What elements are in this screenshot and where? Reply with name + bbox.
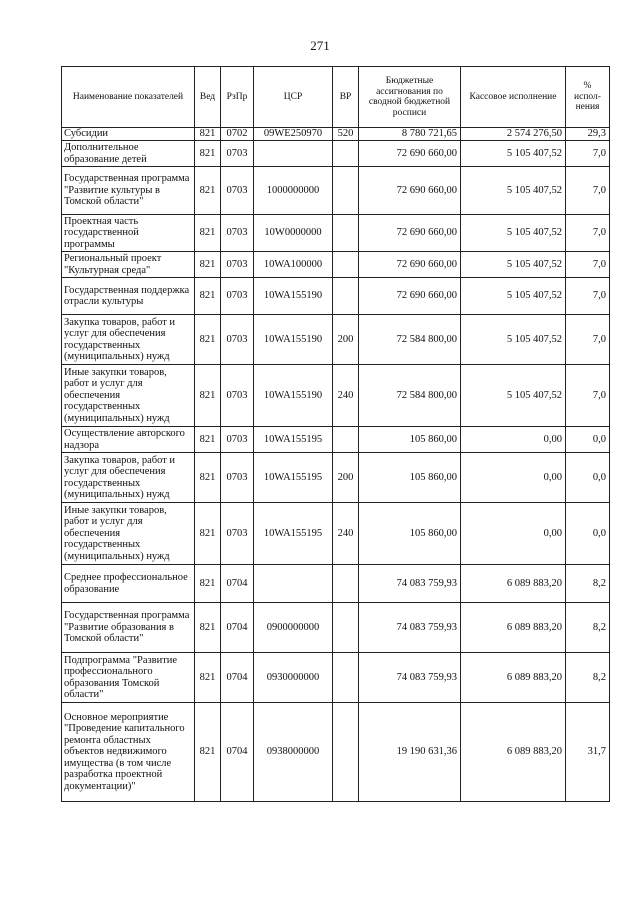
row-budget: 105 860,00: [359, 503, 461, 565]
row-rzpr: 0703: [221, 252, 254, 278]
table-row: [62, 278, 610, 315]
row-csr: 0938000000: [254, 703, 333, 802]
header-vr: ВР: [333, 67, 359, 128]
row-vr: 240: [333, 503, 359, 565]
row-budget: 74 083 759,93: [359, 653, 461, 703]
row-cash: 6 089 883,20: [461, 703, 566, 802]
row-name: Закупка товаров, работ и услуг для обеспечения государственных (муниципальных) нужд: [62, 315, 195, 365]
row-name: Среднее профессиональное образование: [62, 565, 195, 603]
row-budget: 72 690 660,00: [359, 252, 461, 278]
row-name: Подпрограмма "Развитие профессионального образования Томской области": [62, 653, 195, 703]
row-vr: 200: [333, 315, 359, 365]
row-csr: 0900000000: [254, 603, 333, 653]
row-csr: 10WA100000: [254, 252, 333, 278]
row-percent: 0,0: [566, 453, 610, 503]
budget-execution-table: [61, 66, 610, 802]
row-ved: 821: [195, 453, 221, 503]
row-csr: 09WE250970: [254, 128, 333, 141]
row-csr: [254, 565, 333, 603]
row-percent: 8,2: [566, 603, 610, 653]
row-name: Основное мероприятие "Проведение капитального ремонта областных объектов недвижимого имущества (в том числе разработка проектной документации)": [62, 703, 195, 802]
row-rzpr: 0703: [221, 365, 254, 427]
row-cash: 6 089 883,20: [461, 565, 566, 603]
row-cash: 2 574 276,50: [461, 128, 566, 141]
row-percent: 7,0: [566, 365, 610, 427]
row-cash: 6 089 883,20: [461, 653, 566, 703]
row-percent: 7,0: [566, 252, 610, 278]
row-vr: 200: [333, 453, 359, 503]
row-rzpr: 0703: [221, 215, 254, 252]
row-ved: 821: [195, 128, 221, 141]
row-ved: 821: [195, 141, 221, 167]
row-cash: 5 105 407,52: [461, 315, 566, 365]
row-budget: 74 083 759,93: [359, 603, 461, 653]
row-rzpr: 0704: [221, 703, 254, 802]
table-row: [62, 653, 610, 703]
row-budget: 72 584 800,00: [359, 315, 461, 365]
page-number: 271: [310, 38, 330, 53]
row-name: Государственная программа "Развитие культуры в Томской области": [62, 167, 195, 215]
row-name: Государственная поддержка отрасли культуры: [62, 278, 195, 315]
row-vr: [333, 167, 359, 215]
row-percent: 0,0: [566, 427, 610, 453]
row-percent: 29,3: [566, 128, 610, 141]
row-name: Проектная часть государственной программы: [62, 215, 195, 252]
row-budget: 74 083 759,93: [359, 565, 461, 603]
row-budget: 72 690 660,00: [359, 278, 461, 315]
table-row: [62, 427, 610, 453]
row-csr: 10WA155195: [254, 503, 333, 565]
table-row: [62, 315, 610, 365]
header-csr: ЦСР: [254, 67, 333, 128]
row-ved: 821: [195, 315, 221, 365]
table-row: [62, 167, 610, 215]
row-name: Иные закупки товаров, работ и услуг для обеспечения государственных (муниципальных) нужд: [62, 365, 195, 427]
table-row: [62, 603, 610, 653]
header-budget: Бюджетные ассигнования по сводной бюджетной росписи: [359, 67, 461, 128]
row-budget: 72 690 660,00: [359, 215, 461, 252]
row-csr: 10W0000000: [254, 215, 333, 252]
row-name: Осуществление авторского надзора: [62, 427, 195, 453]
row-csr: 10WA155195: [254, 427, 333, 453]
row-percent: 31,7: [566, 703, 610, 802]
row-rzpr: 0703: [221, 503, 254, 565]
table-row: [62, 252, 610, 278]
row-percent: 8,2: [566, 653, 610, 703]
row-rzpr: 0703: [221, 141, 254, 167]
row-rzpr: 0704: [221, 603, 254, 653]
row-rzpr: 0704: [221, 565, 254, 603]
row-name: Дополнительное образование детей: [62, 141, 195, 167]
row-cash: 6 089 883,20: [461, 603, 566, 653]
row-cash: 0,00: [461, 503, 566, 565]
row-percent: 8,2: [566, 565, 610, 603]
header-cash: Кассовое исполнение: [461, 67, 566, 128]
row-ved: 821: [195, 252, 221, 278]
row-cash: 0,00: [461, 453, 566, 503]
row-percent: 0,0: [566, 503, 610, 565]
row-percent: 7,0: [566, 141, 610, 167]
row-rzpr: 0703: [221, 453, 254, 503]
row-ved: 821: [195, 653, 221, 703]
row-vr: 520: [333, 128, 359, 141]
row-csr: 0930000000: [254, 653, 333, 703]
row-percent: 7,0: [566, 167, 610, 215]
row-vr: [333, 653, 359, 703]
row-cash: 5 105 407,52: [461, 167, 566, 215]
row-budget: 72 584 800,00: [359, 365, 461, 427]
row-vr: [333, 603, 359, 653]
row-percent: 7,0: [566, 215, 610, 252]
row-cash: 5 105 407,52: [461, 252, 566, 278]
table-row: [62, 565, 610, 603]
row-vr: [333, 252, 359, 278]
row-cash: 5 105 407,52: [461, 278, 566, 315]
row-budget: 8 780 721,65: [359, 128, 461, 141]
table-row: [62, 453, 610, 503]
row-rzpr: 0702: [221, 128, 254, 141]
row-rzpr: 0703: [221, 315, 254, 365]
row-cash: 0,00: [461, 427, 566, 453]
row-vr: [333, 141, 359, 167]
row-ved: 821: [195, 503, 221, 565]
row-ved: 821: [195, 703, 221, 802]
row-ved: 821: [195, 215, 221, 252]
row-ved: 821: [195, 427, 221, 453]
row-ved: 821: [195, 603, 221, 653]
row-csr: 10WA155190: [254, 315, 333, 365]
table-row: [62, 365, 610, 427]
table-header-row: [62, 67, 610, 128]
row-rzpr: 0703: [221, 427, 254, 453]
header-ved: Вед: [195, 67, 221, 128]
table-row: [62, 128, 610, 141]
row-vr: [333, 278, 359, 315]
row-name: Субсидии: [62, 128, 195, 141]
row-ved: 821: [195, 278, 221, 315]
row-cash: 5 105 407,52: [461, 215, 566, 252]
row-csr: 1000000000: [254, 167, 333, 215]
row-csr: 10WA155195: [254, 453, 333, 503]
row-name: Иные закупки товаров, работ и услуг для обеспечения государственных (муниципальных) нужд: [62, 503, 195, 565]
row-rzpr: 0704: [221, 653, 254, 703]
row-budget: 19 190 631,36: [359, 703, 461, 802]
row-vr: 240: [333, 365, 359, 427]
header-percent: % испол-нения: [566, 67, 610, 128]
row-vr: [333, 215, 359, 252]
row-budget: 105 860,00: [359, 453, 461, 503]
row-vr: [333, 427, 359, 453]
row-name: Закупка товаров, работ и услуг для обеспечения государственных (муниципальных) нужд: [62, 453, 195, 503]
table-row: [62, 703, 610, 802]
row-vr: [333, 565, 359, 603]
row-cash: 5 105 407,52: [461, 141, 566, 167]
row-vr: [333, 703, 359, 802]
row-budget: 72 690 660,00: [359, 167, 461, 215]
row-ved: 821: [195, 365, 221, 427]
row-percent: 7,0: [566, 278, 610, 315]
row-rzpr: 0703: [221, 167, 254, 215]
row-csr: [254, 141, 333, 167]
row-ved: 821: [195, 167, 221, 215]
table-row: [62, 215, 610, 252]
row-name: Государственная программа "Развитие образования в Томской области": [62, 603, 195, 653]
table-row: [62, 141, 610, 167]
row-name: Региональный проект "Культурная среда": [62, 252, 195, 278]
table-row: [62, 503, 610, 565]
row-csr: 10WA155190: [254, 278, 333, 315]
row-cash: 5 105 407,52: [461, 365, 566, 427]
row-percent: 7,0: [566, 315, 610, 365]
row-budget: 105 860,00: [359, 427, 461, 453]
row-budget: 72 690 660,00: [359, 141, 461, 167]
header-name: Наименование показателей: [62, 67, 195, 128]
row-rzpr: 0703: [221, 278, 254, 315]
header-rzpr: РзПр: [221, 67, 254, 128]
row-ved: 821: [195, 565, 221, 603]
row-csr: 10WA155190: [254, 365, 333, 427]
